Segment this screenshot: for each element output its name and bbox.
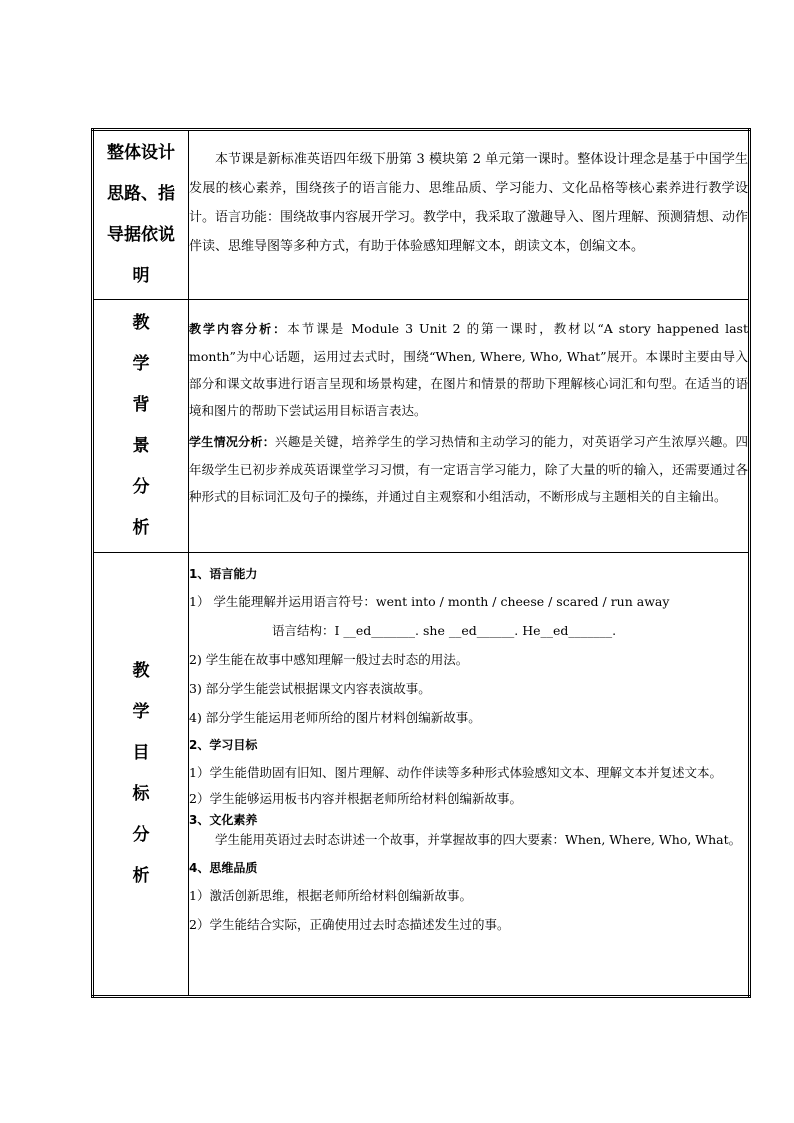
label-teaching-background xyxy=(93,300,189,553)
row-teaching-goals xyxy=(93,553,750,997)
goal-item: 4) 部分学生能运用老师所给的图片材料创编新故事。 xyxy=(189,710,481,725)
label-teaching-background-text: 教 学 背 景 分 析 xyxy=(132,313,150,538)
label-design-idea xyxy=(93,130,189,300)
goal-item: 2）学生能够运用板书内容并根据老师所给材料创编新故事。 xyxy=(189,791,522,806)
label-design-idea-text: 整体设计 思路、指 导据依说 明 xyxy=(107,143,175,286)
goal-item: 1）激活创新思维，根据老师所给材料创编新故事。 xyxy=(189,888,472,903)
content-design-idea xyxy=(189,130,750,300)
lesson-plan-table xyxy=(91,128,751,998)
goal-heading-thinking: 4、思维品质 xyxy=(189,861,258,875)
content-analysis xyxy=(189,315,748,424)
content-analysis-text: 本节课是 Module 3 Unit 2 的第一课时，教材以“A story happened last month”为中心话题，运用过去式时，围绕“When, Where, Who, What”展开。本课时主要由导入部分和课文故事进行语言呈现和场景构建，在图片和情景的帮助下理解核心词汇和句型。在适当的语境和图片的帮助下尝试运用目标语言表达。 xyxy=(189,321,748,418)
goal-heading-language: 1、语言能力 xyxy=(189,567,258,581)
goal-item: 2）学生能结合实际，正确使用过去时态描述发生过的事。 xyxy=(189,917,510,932)
goal-item: 1） 学生能理解并运用语言符号：went into / month / cheese / scared / run away xyxy=(189,594,670,609)
goal-item: 3) 部分学生能尝试根据课文内容表演故事。 xyxy=(189,681,431,696)
label-teaching-goals xyxy=(93,553,189,997)
content-teaching-background xyxy=(189,300,750,553)
goal-heading-learning: 2、学习目标 xyxy=(189,738,258,752)
row-teaching-background xyxy=(93,300,750,553)
goal-heading-culture: 3、文化素养 xyxy=(189,813,258,827)
design-idea-text: 本节课是新标准英语四年级下册第 3 模块第 2 单元第一课时。整体设计理念是基于中国学生发展的核心素养，围绕孩子的语言能力、思维品质、学习能力、文化品格等核心素养进行教学设计。语言功能：围绕故事内容展开学习。教学中，我采取了激趣导入、图片理解、预测猜想、动作伴读、思维导图等多种方式，有助于体验感知理解文本，朗读文本，创编文本。 xyxy=(189,152,749,254)
row-design-idea xyxy=(93,130,750,300)
goal-item: 1）学生能借助固有旧知、图片理解、动作伴读等多种形式体验感知文本、理解文本并复述文本。 xyxy=(189,765,722,780)
student-analysis-text: 兴趣是关键，培养学生的学习热情和主动学习的能力，对英语学习产生浓厚兴趣。四年级学生已初步养成英语课堂学习习惯，有一定语言学习能力，除了大量的听的输入，还需要通过各种形式的目标词汇及句子的操练，并通过自主观察和小组活动，不断形成与主题相关的自主输出。 xyxy=(189,434,748,504)
goal-item: 2) 学生能在故事中感知理解一般过去时态的用法。 xyxy=(189,652,469,667)
goal-item: 学生能用英语过去时态讲述一个故事，并掌握故事的四大要素：When, Where, Who, What。 xyxy=(215,832,742,847)
goal-item: 语言结构：I __ed_______. she __ed______. He__ed_______. xyxy=(272,623,617,638)
content-analysis-label: 教学内容分析： xyxy=(189,322,288,336)
label-teaching-goals-text: 教 学 目 标 分 析 xyxy=(132,661,150,886)
content-teaching-goals xyxy=(189,553,750,997)
student-analysis-label: 学生情况分析： xyxy=(189,435,276,449)
student-analysis xyxy=(189,428,748,510)
